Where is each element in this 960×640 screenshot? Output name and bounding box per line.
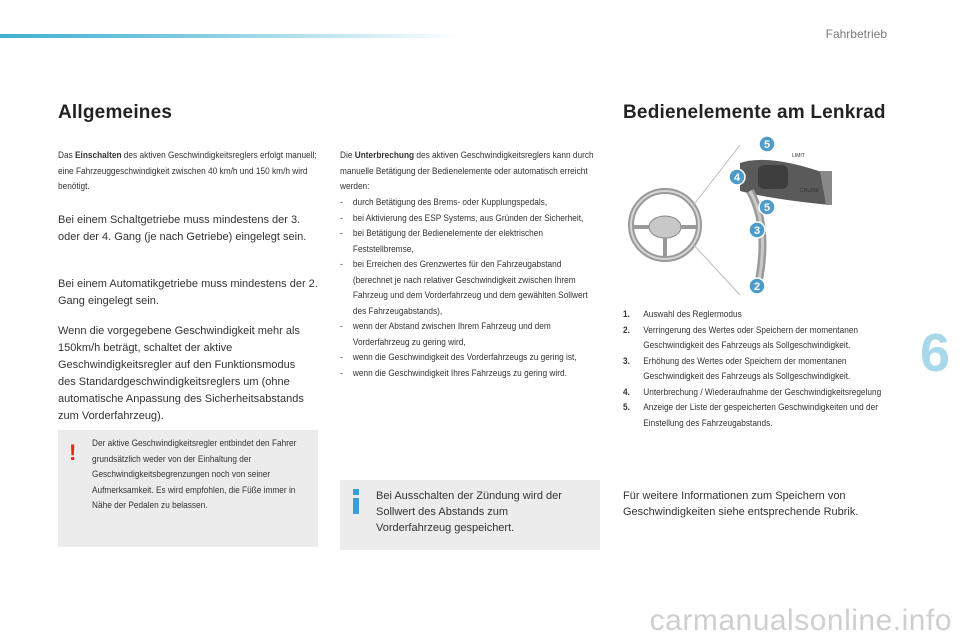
right-outro: Für weitere Informationen zum Speichern von Geschwindigkeiten siehe entsprechende Rubrik. <box>623 490 859 518</box>
callout-label: 5 <box>763 202 771 214</box>
list-item: - wenn die Geschwindigkeit Ihres Fahrzeugs zu gering wird. <box>340 366 602 382</box>
list-item: - bei Erreichen des Grenzwertes für den Fahrzeugabstand (berechnet je nach relativer Geschwindigkeit zwischen Ihrem Fahrzeug und dem Vorderfahrzeug und dem gewählten Sollwert des Fahrzeugabstands), <box>340 257 602 319</box>
steering-wheel-figure <box>620 135 880 300</box>
list-number: 2. <box>623 324 630 335</box>
section-title: Fahrbetrieb <box>825 27 887 41</box>
heading-bedienelemente: Bedienelemente am Lenkrad <box>623 102 886 123</box>
info-icon-dot <box>353 489 359 495</box>
warning-text: Der aktive Geschwindigkeitsregler entbindet den Fahrer grundsätzlich weder von der Einhaltung der Geschwindigkeitsbegrenzungen noch von seiner Aufmerksamkeit. Es wird empfohlen, die Füße immer in Nähe der Pedalen zu belassen. <box>92 438 297 510</box>
controls-list <box>623 307 885 431</box>
stalk-limit-text: LIMIT <box>792 153 805 159</box>
list-item <box>623 385 885 401</box>
watermark: carmanualsonline.info <box>649 604 952 637</box>
info-text: Bei Ausschalten der Zündung wird der Sollwert des Abstands zum Vorderfahrzeug gespeichert. <box>376 490 562 534</box>
stalk-cruise-text: CRUISE <box>800 188 819 194</box>
middle-list-wrapper <box>340 195 602 381</box>
list-number: 1. <box>623 309 630 319</box>
list-number: 5. <box>623 402 630 412</box>
callout-2 <box>749 278 765 294</box>
list-item <box>623 400 885 431</box>
list-text: Auswahl des Reglermodus <box>643 309 742 319</box>
callout-label: 2 <box>753 281 761 293</box>
list-number: 4. <box>623 386 630 397</box>
left-intro-post: des aktiven Geschwindigkeitsreglers erfolgt manuell; eine Fahrzeuggeschwindigkeit zwischen 40 km/h und 150 km/h wird benötigt. <box>58 150 317 191</box>
steering-wheel <box>631 191 699 259</box>
left-paragraph-3: Wenn die vorgegebene Geschwindigkeit mehr als 150km/h beträgt, schaltet der aktive Geschwindigkeitsregler auf den Funktionsmodus des Standardgeschwindigkeitsreglers um (ohne automatische Anpassung des Sicherheitsabstands zum Vorderfahrzeug). <box>58 325 304 422</box>
left-intro-pre: Das <box>58 150 76 160</box>
info-icon <box>353 498 359 514</box>
callout-5-top <box>759 136 775 152</box>
list-item <box>623 323 885 354</box>
callout-5-bottom <box>759 199 775 215</box>
heading-allgemeines: Allgemeines <box>58 102 173 123</box>
list-item: - wenn der Abstand zwischen Ihrem Fahrzeug und dem Vorderfahrzeug zu gering wird, <box>340 319 602 350</box>
controls-list-wrapper <box>623 307 885 431</box>
list-item <box>623 307 885 323</box>
list-text: Unterbrechung / Wiederaufnahme der Geschwindigkeitsregelung <box>643 386 882 397</box>
middle-intro-post: des aktiven Geschwindigkeitsreglers kann durch manuelle Betätigung der Bedienelemente oder automatisch erreicht werden: <box>340 150 594 191</box>
callout-label: 5 <box>763 139 771 151</box>
list-item: - bei Betätigung der Bedienelemente der elektrischen Feststellbremse, <box>340 226 602 257</box>
list-text: Erhöhung des Wertes oder Speichern der momentanen Geschwindigkeit des Fahrzeugs als Sollgeschwindigkeit. <box>643 355 851 381</box>
list-text: Verringerung des Wertes oder Speichern der momentanen Geschwindigkeit des Fahrzeugs als Sollgeschwindigkeit. <box>643 324 859 350</box>
list-item: - durch Betätigung des Brems- oder Kupplungspedals, <box>340 195 602 211</box>
interruption-list <box>340 195 602 381</box>
list-item: - wenn die Geschwindigkeit des Vorderfahrzeugs zu gering ist, <box>340 350 602 366</box>
left-paragraph-1: Bei einem Schaltgetriebe muss mindestens der 3. oder der 4. Gang (je nach Getriebe) eingelegt sein. <box>58 214 307 243</box>
warning-icon: ! <box>69 440 77 465</box>
left-intro-bold: Einschalten <box>75 150 122 160</box>
left-intro <box>58 148 320 195</box>
middle-intro-bold: Unterbrechung <box>354 150 415 160</box>
header-accent-bar <box>0 34 460 38</box>
list-item <box>623 354 885 385</box>
middle-intro-pre: Die <box>340 150 355 160</box>
callout-label: 4 <box>733 172 741 184</box>
callout-4 <box>729 169 745 185</box>
middle-intro <box>340 148 602 195</box>
callout-3 <box>749 222 765 238</box>
callout-label: 3 <box>753 225 761 237</box>
list-item: - bei Aktivierung des ESP Systems, aus Gründen der Sicherheit, <box>340 211 602 227</box>
chapter-number: 6 <box>919 323 950 383</box>
list-number: 3. <box>623 355 630 366</box>
list-text: Anzeige der Liste der gespeicherten Geschwindigkeiten und der Einstellung des Fahrzeugabstands. <box>643 402 878 428</box>
left-paragraph-2: Bei einem Automatikgetriebe muss mindestens der 2. Gang eingelegt sein. <box>58 278 318 307</box>
